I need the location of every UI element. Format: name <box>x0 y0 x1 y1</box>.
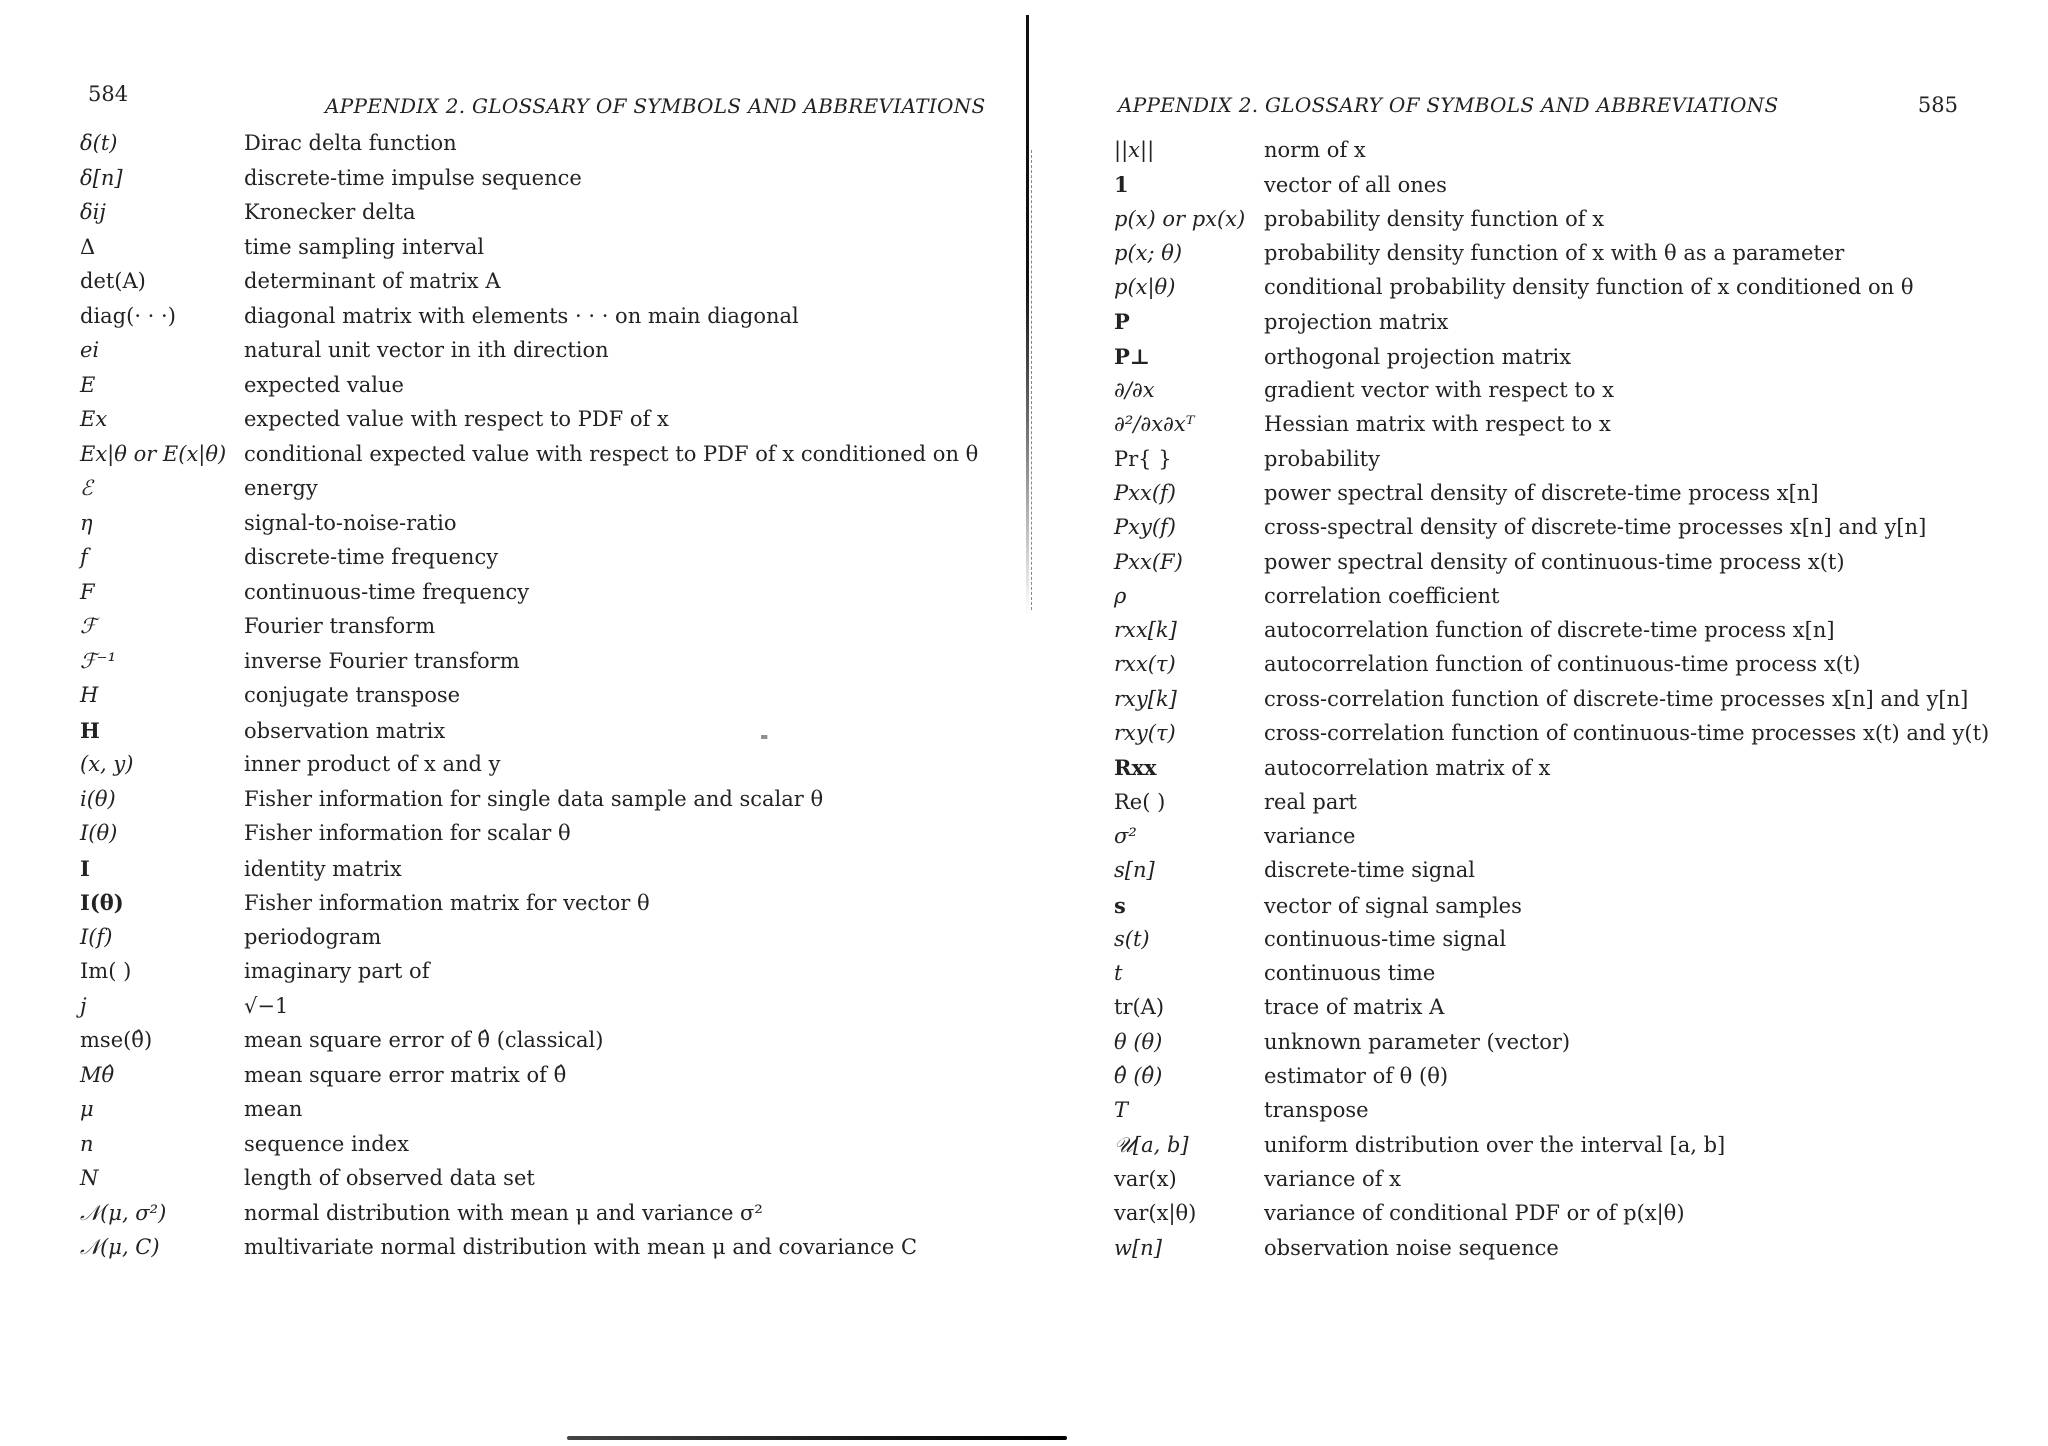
glossary-entry <box>1114 241 2014 275</box>
glossary-entry <box>80 1235 980 1270</box>
glossary-entry <box>80 407 980 442</box>
glossary-symbol: θ̂ (θ̂) <box>1114 1064 1163 1089</box>
glossary-definition: unknown parameter (vector) <box>1264 1029 1571 1054</box>
glossary-entry <box>1114 481 2014 515</box>
glossary-entry <box>1114 138 2014 172</box>
page-number: 585 <box>1917 93 1958 117</box>
glossary-symbol: rxx[k] <box>1114 618 1177 643</box>
glossary-definition: variance of conditional PDF or of p(x|θ) <box>1264 1201 1685 1226</box>
glossary-entry <box>80 718 980 753</box>
glossary-list <box>80 131 980 1270</box>
glossary-symbol: ℱ⁻¹ <box>80 648 117 673</box>
glossary-definition: cross-correlation function of continuous-time processes x(t) and y(t) <box>1264 721 1990 746</box>
bottom-rule <box>567 1436 1067 1440</box>
glossary-symbol: p(x; θ) <box>1114 240 1183 265</box>
glossary-entry <box>80 1063 980 1098</box>
glossary-symbol: Δ <box>80 234 96 259</box>
glossary-entry <box>1114 275 2014 309</box>
glossary-entry <box>1114 1030 2014 1064</box>
glossary-symbol: p(x|θ) <box>1114 275 1176 300</box>
glossary-symbol: P⊥ <box>1114 343 1150 369</box>
glossary-definition: gradient vector with respect to x <box>1264 378 1614 403</box>
glossary-symbol: ||x|| <box>1114 138 1155 162</box>
glossary-entry <box>1114 1201 2014 1235</box>
glossary-definition: normal distribution with mean μ and variance σ² <box>244 1200 763 1225</box>
glossary-entry <box>1114 755 2014 789</box>
glossary-symbol: I(θ) <box>80 890 124 915</box>
glossary-entry <box>1114 550 2014 584</box>
glossary-symbol: I(f) <box>80 924 113 949</box>
glossary-entry <box>1114 1064 2014 1098</box>
glossary-definition: determinant of matrix A <box>244 269 501 293</box>
glossary-definition: inner product of x and y <box>244 752 501 776</box>
glossary-entry <box>80 752 980 787</box>
glossary-entry <box>80 373 980 408</box>
glossary-definition: observation noise sequence <box>1264 1235 1559 1260</box>
glossary-entry <box>80 925 980 960</box>
glossary-symbol: H <box>80 717 100 743</box>
glossary-definition: conjugate transpose <box>244 683 461 707</box>
glossary-definition: variance <box>1264 823 1356 848</box>
glossary-symbol: s(t) <box>1114 926 1150 951</box>
glossary-symbol: δ(t) <box>80 131 118 155</box>
glossary-definition: periodogram <box>244 924 382 949</box>
glossary-definition: mean square error of θ̂ (classical) <box>244 1028 604 1052</box>
glossary-entry <box>80 649 980 684</box>
glossary-entry <box>80 235 980 270</box>
glossary-symbol: Ex <box>80 407 108 431</box>
glossary-definition: energy <box>244 476 318 500</box>
glossary-entry <box>1114 584 2014 618</box>
glossary-entry <box>80 890 980 925</box>
glossary-definition: trace of matrix A <box>1264 995 1445 1020</box>
glossary-definition: norm of x <box>1264 138 1366 162</box>
glossary-definition: imaginary part of <box>244 959 430 983</box>
glossary-definition: Dirac delta function <box>244 131 457 155</box>
glossary-entry <box>1114 961 2014 995</box>
glossary-entry <box>80 994 980 1029</box>
glossary-definition: identity matrix <box>244 856 402 881</box>
glossary-symbol: σ² <box>1114 823 1137 848</box>
glossary-symbol: η <box>80 510 93 535</box>
glossary-symbol: p(x) or px(x) <box>1114 206 1246 231</box>
glossary-definition: correlation coefficient <box>1264 583 1500 608</box>
glossary-entry <box>1114 1236 2014 1270</box>
glossary-entry <box>1114 824 2014 858</box>
glossary-definition: probability density function of x <box>1264 206 1605 231</box>
glossary-symbol: I(θ) <box>80 821 118 845</box>
glossary-definition: uniform distribution over the interval [a, b] <box>1264 1132 1726 1157</box>
glossary-symbol: E <box>80 372 96 397</box>
glossary-entry <box>80 545 980 580</box>
glossary-symbol: P <box>1114 309 1130 335</box>
glossary-definition: inverse Fourier transform <box>244 648 520 673</box>
glossary-definition: conditional probability density function of x conditioned on θ <box>1264 275 1914 300</box>
glossary-definition: conditional expected value with respect to PDF of x conditioned on θ <box>244 441 979 466</box>
glossary-definition: probability density function of x with θ as a parameter <box>1264 240 1845 265</box>
glossary-entry <box>1114 1098 2014 1132</box>
glossary-definition: Fisher information matrix for vector θ <box>244 891 650 915</box>
glossary-definition: vector of all ones <box>1264 173 1447 198</box>
glossary-symbol: N <box>80 1166 99 1190</box>
glossary-entry <box>80 1097 980 1132</box>
glossary-symbol: s[n] <box>1114 858 1155 883</box>
glossary-entry <box>80 338 980 373</box>
glossary-definition: length of observed data set <box>244 1166 535 1190</box>
glossary-entry <box>1114 447 2014 481</box>
glossary-symbol: Re( ) <box>1114 789 1166 814</box>
glossary-entry <box>1114 378 2014 412</box>
glossary-entry <box>80 1166 980 1201</box>
glossary-symbol: tr(A) <box>1114 995 1165 1020</box>
glossary-definition: natural unit vector in ith direction <box>244 338 609 362</box>
glossary-definition: √−1 <box>244 993 289 1018</box>
glossary-symbol: mse(θ̂) <box>80 1028 153 1052</box>
glossary-definition: Hessian matrix with respect to x <box>1264 412 1611 437</box>
glossary-symbol: n <box>80 1131 94 1156</box>
glossary-definition: discrete-time signal <box>1264 858 1475 883</box>
glossary-symbol: rxy[k] <box>1114 686 1177 711</box>
running-head: APPENDIX 2. GLOSSARY OF SYMBOLS AND ABBREVIATIONS <box>325 94 986 118</box>
glossary-entry <box>1114 858 2014 892</box>
glossary-definition: Kronecker delta <box>244 200 416 224</box>
glossary-definition: autocorrelation function of continuous-time process x(t) <box>1264 652 1861 677</box>
glossary-entry <box>1114 995 2014 1029</box>
glossary-entry <box>1114 515 2014 549</box>
glossary-entry <box>1114 1167 2014 1201</box>
glossary-entry <box>80 442 980 477</box>
glossary-entry <box>80 787 980 822</box>
glossary-entry <box>80 614 980 649</box>
glossary-definition: sequence index <box>244 1131 409 1156</box>
glossary-symbol: T <box>1114 1098 1129 1123</box>
glossary-symbol: ∂²/∂x∂xᵀ <box>1114 412 1195 437</box>
glossary-entry <box>80 683 980 718</box>
glossary-definition: autocorrelation function of discrete-time process x[n] <box>1264 618 1835 643</box>
glossary-symbol: Pxy(f) <box>1114 515 1176 540</box>
glossary-definition: Fisher information for single data sample and scalar θ <box>244 786 824 811</box>
glossary-symbol: 𝒰[a, b] <box>1114 1132 1189 1157</box>
glossary-entry <box>80 511 980 546</box>
glossary-definition: cross-spectral density of discrete-time processes x[n] and y[n] <box>1264 515 1927 540</box>
glossary-entry <box>1114 687 2014 721</box>
glossary-symbol: rxx(τ) <box>1114 652 1176 677</box>
glossary-symbol: I <box>80 855 90 881</box>
glossary-definition: vector of signal samples <box>1264 893 1522 918</box>
glossary-symbol: var(x|θ) <box>1114 1201 1197 1226</box>
glossary-symbol: H <box>80 683 99 707</box>
glossary-symbol: Rxx <box>1114 755 1157 781</box>
glossary-symbol: det(A) <box>80 269 146 293</box>
glossary-symbol: ei <box>80 338 100 362</box>
glossary-symbol: ℱ <box>80 614 97 638</box>
glossary-list <box>1114 138 2014 1270</box>
glossary-definition: diagonal matrix with elements · · · on main diagonal <box>244 303 799 328</box>
glossary-symbol: s <box>1114 892 1126 918</box>
glossary-symbol: θ (θ) <box>1114 1029 1163 1054</box>
glossary-entry <box>80 166 980 201</box>
glossary-entry <box>1114 1133 2014 1167</box>
glossary-entry <box>80 1201 980 1236</box>
glossary-definition: expected value with respect to PDF of x <box>244 407 669 431</box>
glossary-entry <box>80 856 980 891</box>
glossary-symbol: w[n] <box>1114 1235 1162 1260</box>
glossary-definition: transpose <box>1264 1098 1369 1123</box>
glossary-entry <box>1114 927 2014 961</box>
glossary-definition: observation matrix <box>244 718 446 743</box>
glossary-entry <box>1114 309 2014 343</box>
glossary-symbol: f <box>80 545 88 569</box>
glossary-entry <box>80 131 980 166</box>
stray-ink-mark: ⁼ <box>760 730 769 749</box>
glossary-entry <box>80 959 980 994</box>
glossary-definition: expected value <box>244 372 404 397</box>
glossary-entry <box>80 821 980 856</box>
glossary-symbol: diag(· · ·) <box>80 303 176 328</box>
glossary-symbol: 1 <box>1114 172 1129 198</box>
glossary-symbol: (x, y) <box>80 752 134 776</box>
glossary-definition: continuous-time frequency <box>244 579 530 604</box>
glossary-symbol: rxy(τ) <box>1114 721 1176 746</box>
glossary-definition: multivariate normal distribution with mean μ and covariance C <box>244 1235 918 1259</box>
glossary-symbol: j <box>80 993 87 1018</box>
glossary-symbol: var(x) <box>1114 1166 1177 1191</box>
glossary-definition: discrete-time frequency <box>244 545 499 569</box>
glossary-symbol: Pxx(f) <box>1114 480 1176 505</box>
glossary-definition: Fisher information for scalar θ <box>244 821 571 845</box>
glossary-entry <box>80 304 980 339</box>
glossary-entry <box>80 1028 980 1063</box>
glossary-symbol: Im( ) <box>80 959 132 983</box>
glossary-symbol: i(θ) <box>80 786 116 811</box>
glossary-definition: Fourier transform <box>244 614 436 638</box>
glossary-definition: power spectral density of continuous-time process x(t) <box>1264 549 1845 574</box>
glossary-definition: continuous-time signal <box>1264 926 1507 951</box>
glossary-entry <box>1114 618 2014 652</box>
glossary-symbol: ℰ <box>80 476 93 500</box>
glossary-symbol: Ex|θ or E(x|θ) <box>80 441 227 466</box>
glossary-symbol: δij <box>80 200 106 224</box>
glossary-entry <box>80 476 980 511</box>
glossary-definition: cross-correlation function of discrete-time processes x[n] and y[n] <box>1264 686 1969 711</box>
glossary-definition: mean square error matrix of θ̂ <box>244 1062 567 1087</box>
glossary-symbol: 𝒩(μ, C) <box>80 1235 160 1259</box>
glossary-definition: autocorrelation matrix of x <box>1264 756 1551 781</box>
right-page <box>1024 0 2048 1446</box>
page-number: 584 <box>88 82 129 106</box>
glossary-definition: discrete-time impulse sequence <box>244 165 582 190</box>
glossary-definition: mean <box>244 1097 303 1121</box>
glossary-definition: time sampling interval <box>244 234 485 259</box>
running-head: APPENDIX 2. GLOSSARY OF SYMBOLS AND ABBREVIATIONS <box>1118 93 1779 117</box>
glossary-symbol: F <box>80 579 95 604</box>
glossary-symbol: Mθ̂ <box>80 1062 115 1087</box>
glossary-definition: estimator of θ (θ) <box>1264 1064 1449 1089</box>
glossary-entry <box>1114 412 2014 446</box>
glossary-symbol: Pxx(F) <box>1114 549 1183 574</box>
glossary-entry <box>1114 344 2014 378</box>
glossary-entry <box>1114 893 2014 927</box>
glossary-definition: continuous time <box>1264 961 1436 986</box>
glossary-entry <box>80 1132 980 1167</box>
glossary-entry <box>80 580 980 615</box>
glossary-symbol: Pr{ } <box>1114 446 1172 471</box>
glossary-definition: orthogonal projection matrix <box>1264 344 1572 369</box>
glossary-definition: signal-to-noise-ratio <box>244 510 457 535</box>
glossary-definition: projection matrix <box>1264 310 1449 335</box>
glossary-symbol: ρ <box>1114 583 1127 608</box>
glossary-definition: probability <box>1264 446 1380 471</box>
glossary-entry <box>1114 652 2014 686</box>
glossary-entry <box>1114 207 2014 241</box>
glossary-symbol: 𝒩(μ, σ²) <box>80 1200 167 1225</box>
glossary-symbol: ∂/∂x <box>1114 378 1155 403</box>
glossary-entry <box>1114 721 2014 755</box>
glossary-definition: variance of x <box>1264 1166 1401 1191</box>
glossary-definition: real part <box>1264 789 1357 814</box>
glossary-symbol: δ[n] <box>80 165 123 190</box>
glossary-definition: power spectral density of discrete-time process x[n] <box>1264 480 1819 505</box>
glossary-symbol: t <box>1114 961 1123 986</box>
glossary-entry <box>1114 790 2014 824</box>
glossary-symbol: μ <box>80 1097 94 1121</box>
glossary-entry <box>1114 172 2014 206</box>
glossary-entry <box>80 200 980 235</box>
glossary-entry <box>80 269 980 304</box>
